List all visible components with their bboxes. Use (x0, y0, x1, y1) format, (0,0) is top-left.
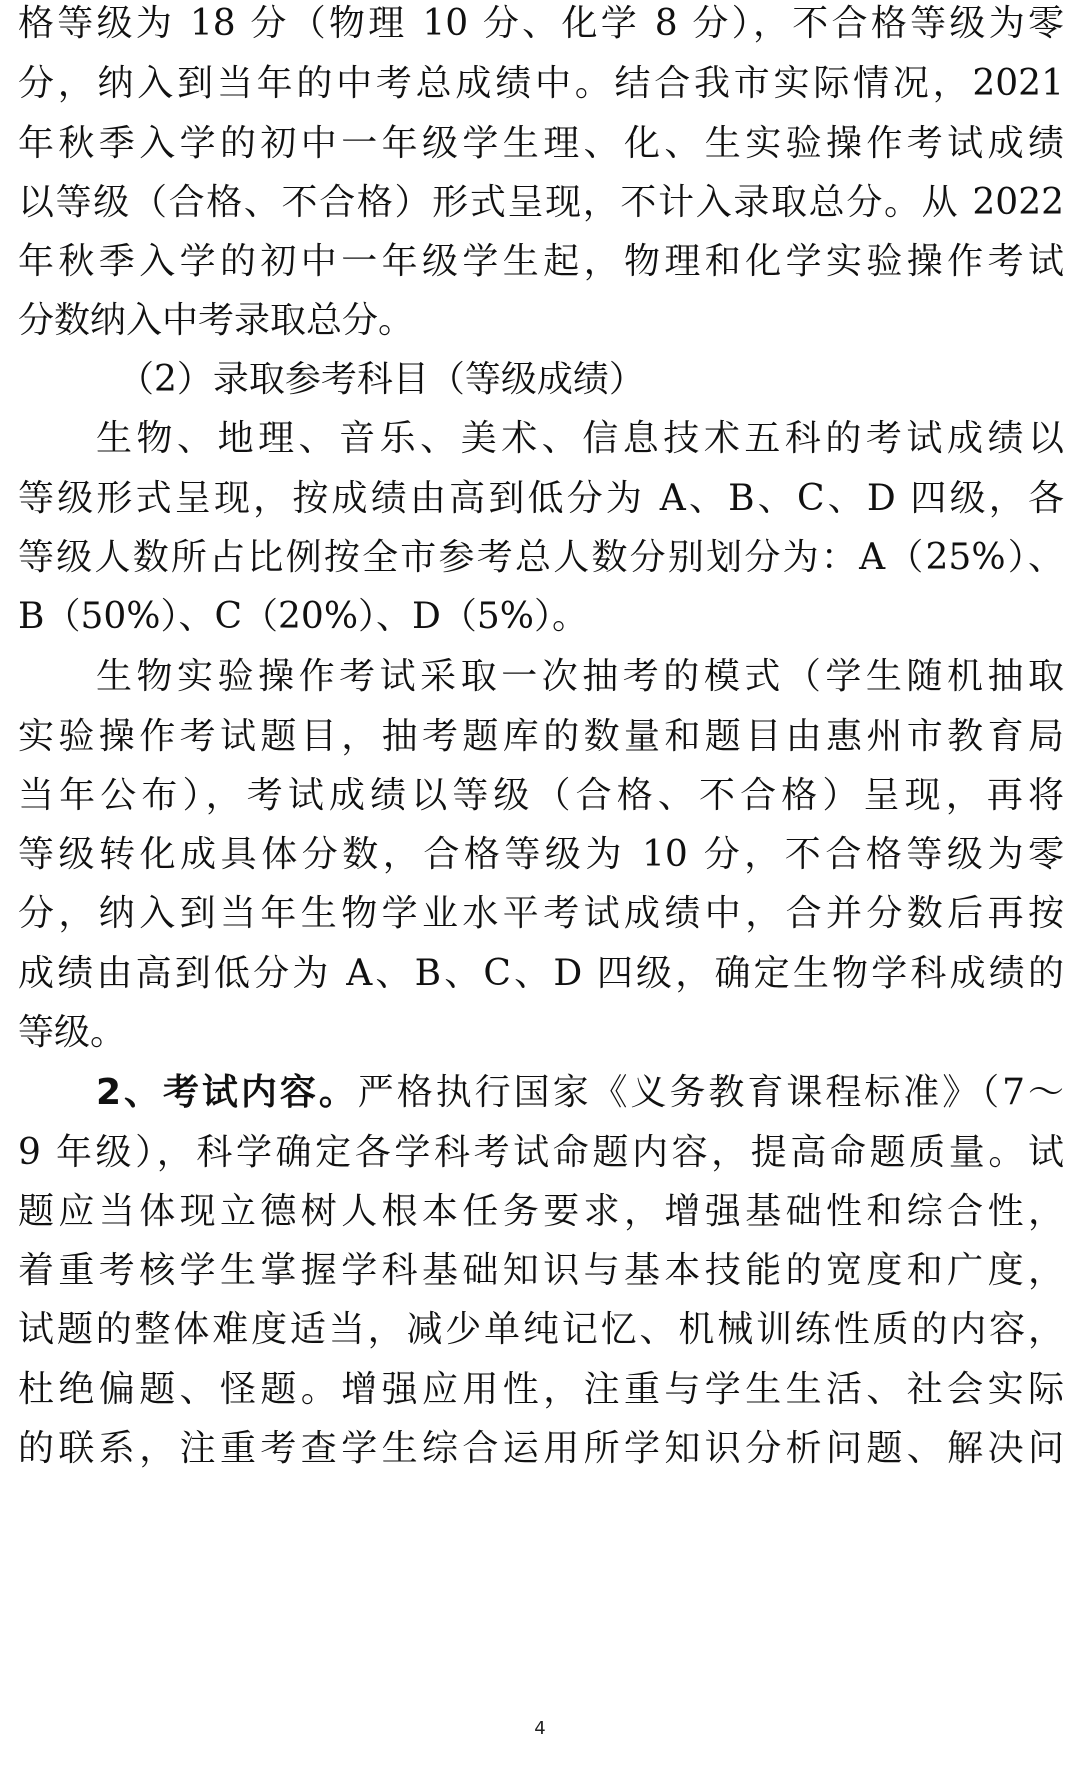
section-first-line (96, 1063, 1064, 1123)
text-line: 等级转化成具体分数，合格等级为 10 分，不合格等级为零 (18, 834, 1064, 875)
subheading: （2）录取参考科目（等级成绩） (118, 359, 645, 400)
text-line: 当年公布），考试成绩以等级（合格、不合格）呈现，再将 (18, 775, 1064, 816)
text-line: 等级。 (18, 1012, 127, 1053)
page-number: 4 (534, 1718, 546, 1739)
text-line: 实验操作考试题目，抽考题库的数量和题目由惠州市教育局 (18, 716, 1064, 757)
text-line: 分，纳入到当年的中考总成绩中。结合我市实际情况，2021 (18, 63, 1064, 104)
text-line: 的联系，注重考查学生综合运用所学知识分析问题、解决问 (18, 1428, 1064, 1469)
text-line: 等级人数所占比例按全市参考总人数分别划分为：A（25%）、 (18, 537, 1064, 578)
text-line: 格等级为 18 分（物理 10 分、化学 8 分），不合格等级为零 (18, 3, 1064, 44)
text-line: 成绩由高到低分为 A、B、C、D 四级，确定生物学科成绩的 (18, 953, 1064, 994)
text-line: 生物实验操作考试采取一次抽考的模式（学生随机抽取 (96, 656, 1064, 697)
text-line: 9 年级），科学确定各学科考试命题内容，提高命题质量。试 (18, 1132, 1064, 1173)
text-line: 题应当体现立德树人根本任务要求，增强基础性和综合性， (18, 1191, 1064, 1232)
section-first-line-text: 严格执行国家《义务教育课程标准》（7～ (357, 1072, 1064, 1113)
text-line: 着重考核学生掌握学科基础知识与基本技能的宽度和广度， (18, 1250, 1064, 1291)
text-line: 试题的整体难度适当，减少单纯记忆、机械训练性质的内容， (18, 1309, 1064, 1350)
text-line: 分数纳入中考录取总分。 (18, 300, 415, 341)
section-heading: 2、考试内容。 (96, 1072, 358, 1113)
text-line: 年秋季入学的初中一年级学生理、化、生实验操作考试成绩 (18, 123, 1064, 164)
text-line: 年秋季入学的初中一年级学生起，物理和化学实验操作考试 (18, 241, 1064, 282)
text-line: 生物、地理、音乐、美术、信息技术五科的考试成绩以 (96, 418, 1064, 459)
text-line: 以等级（合格、不合格）形式呈现，不计入录取总分。从 2022 (18, 182, 1064, 223)
text-line: 分，纳入到当年生物学业水平考试成绩中，合并分数后再按 (18, 893, 1064, 934)
text-line: 等级形式呈现，按成绩由高到低分为 A、B、C、D 四级，各 (18, 478, 1064, 519)
text-line: 杜绝偏题、怪题。增强应用性，注重与学生生活、社会实际 (18, 1369, 1064, 1410)
text-line: B（50%）、C（20%）、D（5%）。 (18, 596, 589, 637)
